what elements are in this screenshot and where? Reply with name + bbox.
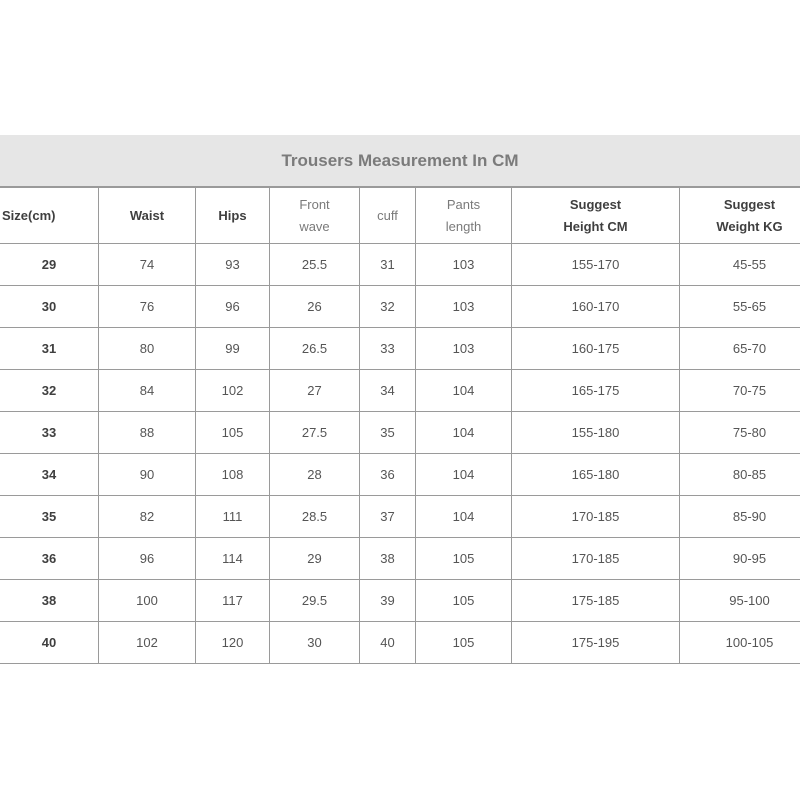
cell-size: 31 — [0, 328, 99, 370]
cell-pants-length: 103 — [416, 244, 512, 286]
size-table — [0, 187, 800, 664]
cell-hips: 105 — [196, 412, 270, 454]
cell-hips: 102 — [196, 370, 270, 412]
cell-hips: 96 — [196, 286, 270, 328]
cell-cuff: 32 — [360, 286, 416, 328]
cell-size: 36 — [0, 538, 99, 580]
cell-front-wave: 30 — [270, 622, 360, 664]
cell-pants-length: 103 — [416, 328, 512, 370]
header-row — [0, 188, 800, 244]
cell-hips: 108 — [196, 454, 270, 496]
cell-suggest-height: 165-175 — [512, 370, 680, 412]
header-suggest-height — [512, 188, 680, 244]
cell-cuff: 31 — [360, 244, 416, 286]
cell-size: 32 — [0, 370, 99, 412]
cell-suggest-weight: 90-95 — [680, 538, 800, 580]
header-hips — [196, 188, 270, 244]
cell-suggest-height: 155-170 — [512, 244, 680, 286]
cell-suggest-weight: 95-100 — [680, 580, 800, 622]
cell-suggest-weight: 75-80 — [680, 412, 800, 454]
header-waist — [99, 188, 196, 244]
header-suggest-height-line1: Suggest — [569, 196, 622, 212]
cell-size: 33 — [0, 412, 99, 454]
cell-suggest-height: 175-195 — [512, 622, 680, 664]
cell-cuff: 35 — [360, 412, 416, 454]
header-pants-length-line1: Pants — [446, 196, 481, 212]
header-hips-label: Hips — [218, 207, 247, 223]
cell-suggest-weight: 55-65 — [680, 286, 800, 328]
cell-size: 40 — [0, 622, 99, 664]
header-size — [0, 188, 99, 244]
cell-cuff: 39 — [360, 580, 416, 622]
cell-pants-length: 104 — [416, 454, 512, 496]
cell-front-wave: 29.5 — [270, 580, 360, 622]
table-row — [0, 244, 800, 286]
cell-pants-length: 105 — [416, 622, 512, 664]
header-size-label: Size(cm) — [2, 207, 56, 223]
cell-size: 34 — [0, 454, 99, 496]
cell-pants-length: 103 — [416, 286, 512, 328]
cell-front-wave: 29 — [270, 538, 360, 580]
cell-cuff: 37 — [360, 496, 416, 538]
cell-waist: 102 — [99, 622, 196, 664]
header-suggest-height-line2: Height CM — [563, 218, 628, 234]
cell-waist: 82 — [99, 496, 196, 538]
header-cuff-label: cuff — [377, 207, 398, 223]
table-row — [0, 622, 800, 664]
cell-size: 30 — [0, 286, 99, 328]
table-row — [0, 370, 800, 412]
cell-waist: 74 — [99, 244, 196, 286]
table-row — [0, 328, 800, 370]
header-pants-length — [416, 188, 512, 244]
chart-title: Trousers Measurement In CM — [0, 135, 800, 187]
cell-pants-length: 104 — [416, 370, 512, 412]
cell-front-wave: 26 — [270, 286, 360, 328]
cell-suggest-weight: 65-70 — [680, 328, 800, 370]
cell-pants-length: 105 — [416, 580, 512, 622]
cell-size: 29 — [0, 244, 99, 286]
cell-front-wave: 26.5 — [270, 328, 360, 370]
cell-suggest-weight: 100-105 — [680, 622, 800, 664]
cell-waist: 76 — [99, 286, 196, 328]
header-front-wave — [270, 188, 360, 244]
header-cuff — [360, 188, 416, 244]
cell-front-wave: 28.5 — [270, 496, 360, 538]
table-row — [0, 538, 800, 580]
header-suggest-weight-line2: Weight KG — [716, 218, 783, 234]
cell-cuff: 34 — [360, 370, 416, 412]
cell-suggest-height: 175-185 — [512, 580, 680, 622]
cell-cuff: 40 — [360, 622, 416, 664]
cell-waist: 90 — [99, 454, 196, 496]
cell-suggest-weight: 45-55 — [680, 244, 800, 286]
table-row — [0, 286, 800, 328]
cell-hips: 117 — [196, 580, 270, 622]
table-row — [0, 412, 800, 454]
cell-hips: 114 — [196, 538, 270, 580]
cell-hips: 120 — [196, 622, 270, 664]
cell-size: 35 — [0, 496, 99, 538]
cell-suggest-weight: 80-85 — [680, 454, 800, 496]
table-row — [0, 454, 800, 496]
cell-waist: 80 — [99, 328, 196, 370]
cell-suggest-height: 155-180 — [512, 412, 680, 454]
header-suggest-weight — [680, 188, 800, 244]
cell-cuff: 33 — [360, 328, 416, 370]
cell-front-wave: 27 — [270, 370, 360, 412]
header-front-wave-line1: Front — [299, 196, 330, 212]
cell-hips: 111 — [196, 496, 270, 538]
table-row — [0, 496, 800, 538]
cell-waist: 84 — [99, 370, 196, 412]
cell-pants-length: 105 — [416, 538, 512, 580]
cell-suggest-weight: 85-90 — [680, 496, 800, 538]
cell-front-wave: 28 — [270, 454, 360, 496]
cell-front-wave: 27.5 — [270, 412, 360, 454]
cell-cuff: 36 — [360, 454, 416, 496]
table-row — [0, 580, 800, 622]
cell-suggest-height: 160-170 — [512, 286, 680, 328]
cell-cuff: 38 — [360, 538, 416, 580]
cell-suggest-height: 160-175 — [512, 328, 680, 370]
measurement-chart — [0, 135, 800, 664]
cell-suggest-height: 165-180 — [512, 454, 680, 496]
header-suggest-weight-line1: Suggest — [723, 196, 776, 212]
cell-suggest-weight: 70-75 — [680, 370, 800, 412]
cell-hips: 99 — [196, 328, 270, 370]
cell-suggest-height: 170-185 — [512, 538, 680, 580]
cell-pants-length: 104 — [416, 496, 512, 538]
header-waist-label: Waist — [129, 207, 165, 223]
cell-pants-length: 104 — [416, 412, 512, 454]
cell-hips: 93 — [196, 244, 270, 286]
cell-suggest-height: 170-185 — [512, 496, 680, 538]
cell-waist: 96 — [99, 538, 196, 580]
cell-waist: 100 — [99, 580, 196, 622]
cell-waist: 88 — [99, 412, 196, 454]
cell-front-wave: 25.5 — [270, 244, 360, 286]
header-front-wave-line2: wave — [299, 218, 330, 234]
table-body — [0, 244, 800, 664]
cell-size: 38 — [0, 580, 99, 622]
header-pants-length-line2: length — [445, 218, 482, 234]
